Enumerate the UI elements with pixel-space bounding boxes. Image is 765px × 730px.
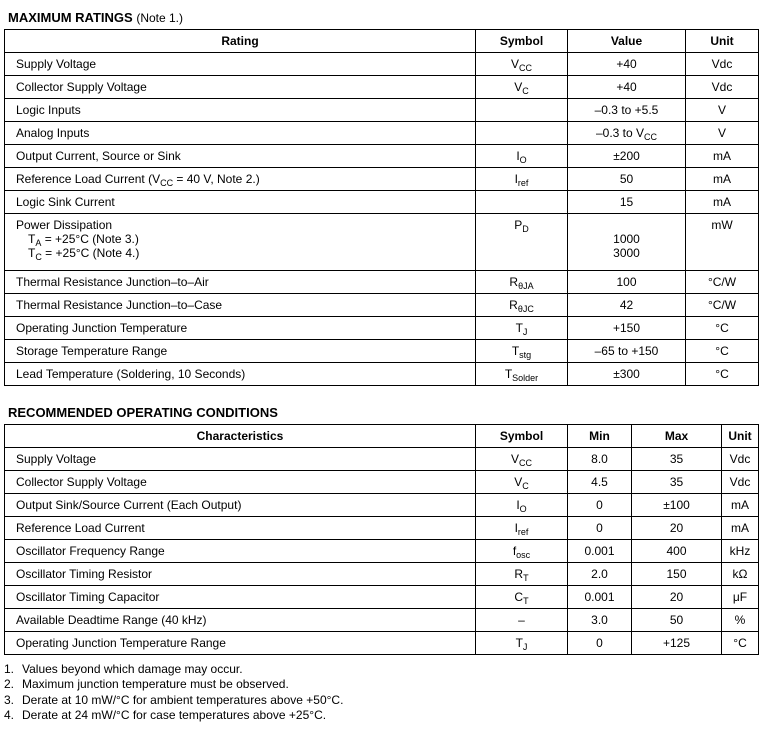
table-row [5, 214, 759, 271]
operating-conditions-title: RECOMMENDED OPERATING CONDITIONS [8, 405, 278, 420]
max-cell: 35 [632, 448, 722, 471]
min-cell: 0 [568, 517, 632, 540]
unit-cell: Vdc [722, 448, 759, 471]
header-value: Value [568, 30, 686, 53]
min-cell: 3.0 [568, 609, 632, 632]
value-cell: 42 [568, 294, 686, 317]
symbol-cell: $R_T$ [476, 563, 568, 586]
max-cell: 400 [632, 540, 722, 563]
min-cell: 0.001 [568, 540, 632, 563]
header-min: Min [568, 425, 632, 448]
power-dissipation-ambient: $T_A = +25^\circ C$ (Note 3.) [28, 232, 139, 248]
symbol-cell: $T_J$ [476, 317, 568, 340]
rating-cell: Storage Temperature Range [5, 340, 476, 363]
min-cell: 0 [568, 632, 632, 655]
symbol-cell: $T_J$ [476, 632, 568, 655]
unit-cell: °C [686, 317, 759, 340]
value-cell: ±200 [568, 145, 686, 168]
characteristic-cell: Output Sink/Source Current (Each Output) [5, 494, 476, 517]
value-cell: +150 [568, 317, 686, 340]
rating-cell: Collector Supply Voltage [5, 76, 476, 99]
characteristic-cell: Supply Voltage [5, 448, 476, 471]
characteristic-cell: Reference Load Current [5, 517, 476, 540]
table-row [5, 122, 759, 145]
table-row [5, 563, 759, 586]
header-unit: Unit [722, 425, 759, 448]
symbol-cell [476, 191, 568, 214]
footnote: 3. Derate at 10 mW/°C for ambient temperatures above +50°C. [4, 692, 344, 707]
max-ratings-title: MAXIMUM RATINGS (Note 1.) [8, 10, 184, 25]
unit-cell: mA [686, 168, 759, 191]
symbol-cell [476, 122, 568, 145]
value-cell: –65 to +150 [568, 340, 686, 363]
table-row [5, 271, 759, 294]
symbol-cell: $T_{Solder}$ [476, 363, 568, 386]
unit-cell: mA [722, 517, 759, 540]
min-cell: 2.0 [568, 563, 632, 586]
rating-cell: Reference Load Current ($V_{CC} = 40$ V, Note 2.) [5, 168, 476, 191]
characteristic-cell: Oscillator Frequency Range [5, 540, 476, 563]
max-ratings-note: (Note 1.) [136, 11, 184, 25]
max-cell: +125 [632, 632, 722, 655]
symbol-cell: $V_C$ [476, 76, 568, 99]
unit-cell: mA [722, 494, 759, 517]
value-cell [568, 214, 686, 271]
unit-cell: mA [686, 145, 759, 168]
max-cell: ±100 [632, 494, 722, 517]
unit-cell: °C [686, 340, 759, 363]
rating-cell: Logic Inputs [5, 99, 476, 122]
table-row [5, 340, 759, 363]
max-ratings-table [4, 29, 759, 386]
symbol-cell: $P_D$ [476, 214, 568, 271]
rating-cell: Output Current, Source or Sink [5, 145, 476, 168]
unit-cell: mA [686, 191, 759, 214]
symbol-cell: $R_{\theta JC}$ [476, 294, 568, 317]
header-characteristics: Characteristics [5, 425, 476, 448]
table-row [5, 191, 759, 214]
symbol-cell [476, 99, 568, 122]
rating-cell: Analog Inputs [5, 122, 476, 145]
rating-cell: Thermal Resistance Junction–to–Air [5, 271, 476, 294]
footnote: 2. Maximum junction temperature must be observed. [4, 677, 289, 692]
symbol-cell: $R_{\theta JA}$ [476, 271, 568, 294]
symbol-cell: $V_{CC}$ [476, 448, 568, 471]
table-row [5, 99, 759, 122]
table-row [5, 168, 759, 191]
rating-cell: Thermal Resistance Junction–to–Case [5, 294, 476, 317]
max-cell: 150 [632, 563, 722, 586]
max-cell: 35 [632, 471, 722, 494]
unit-cell: °C/W [686, 271, 759, 294]
unit-cell: °C [686, 363, 759, 386]
unit-cell: Vdc [722, 471, 759, 494]
symbol-cell: $I_O$ [476, 145, 568, 168]
operating-conditions-table [4, 424, 759, 655]
table-row [5, 540, 759, 563]
header-unit: Unit [686, 30, 759, 53]
max-cell: 20 [632, 517, 722, 540]
unit-cell: % [722, 609, 759, 632]
power-dissipation-case-value: 3000 [613, 246, 640, 260]
min-cell: 4.5 [568, 471, 632, 494]
characteristic-cell: Oscillator Timing Resistor [5, 563, 476, 586]
symbol-cell: $I_{ref}$ [476, 517, 568, 540]
rating-cell: Power Dissipation $T_A = +25^\circ C$ (Note 3.) $T_C = +25^\circ C$ (Note 4.) [5, 214, 476, 271]
table-row [5, 494, 759, 517]
value-cell: +40 [568, 76, 686, 99]
unit-cell: μF [722, 586, 759, 609]
table-row [5, 632, 759, 655]
value-cell: +40 [568, 53, 686, 76]
symbol-cell: $I_O$ [476, 494, 568, 517]
table-row [5, 317, 759, 340]
table-row [5, 586, 759, 609]
header-max: Max [632, 425, 722, 448]
rating-cell: Supply Voltage [5, 53, 476, 76]
min-cell: 0 [568, 494, 632, 517]
min-cell: 0.001 [568, 586, 632, 609]
max-cell: 50 [632, 609, 722, 632]
power-dissipation-ambient-value: 1000 [613, 232, 640, 246]
characteristic-cell: Available Deadtime Range (40 kHz) [5, 609, 476, 632]
table-row [5, 517, 759, 540]
symbol-cell: – [476, 609, 568, 632]
table-row [5, 76, 759, 99]
header-symbol: Symbol [476, 425, 568, 448]
value-cell: 15 [568, 191, 686, 214]
symbol-cell: $I_{ref}$ [476, 168, 568, 191]
table-row [5, 471, 759, 494]
table-row [5, 448, 759, 471]
table-row [5, 363, 759, 386]
value-cell: –0.3 to $V_{CC}$ [568, 122, 686, 145]
unit-cell: °C [722, 632, 759, 655]
unit-cell: Vdc [686, 53, 759, 76]
characteristic-cell: Oscillator Timing Capacitor [5, 586, 476, 609]
footnote: 4. Derate at 24 mW/°C for case temperatures above +25°C. [4, 708, 327, 723]
header-rating: Rating [5, 30, 476, 53]
symbol-cell: $T_{stg}$ [476, 340, 568, 363]
header-symbol: Symbol [476, 30, 568, 53]
rating-cell: Operating Junction Temperature [5, 317, 476, 340]
table-row [5, 609, 759, 632]
symbol-cell: $C_T$ [476, 586, 568, 609]
unit-cell: kΩ [722, 563, 759, 586]
value-cell: 100 [568, 271, 686, 294]
table-header-row [5, 425, 759, 448]
characteristic-cell: Operating Junction Temperature Range [5, 632, 476, 655]
symbol-cell: $V_{CC}$ [476, 53, 568, 76]
symbol-cell: $f_{osc}$ [476, 540, 568, 563]
unit-cell: Vdc [686, 76, 759, 99]
unit-cell: kHz [722, 540, 759, 563]
power-dissipation-case: $T_C = +25^\circ C$ (Note 4.) [28, 246, 140, 262]
min-cell: 8.0 [568, 448, 632, 471]
table-row [5, 53, 759, 76]
footnote: 1. Values beyond which damage may occur. [4, 662, 243, 676]
unit-cell: V [686, 99, 759, 122]
footnotes [4, 662, 343, 724]
unit-cell: V [686, 122, 759, 145]
value-cell: ±300 [568, 363, 686, 386]
value-cell: –0.3 to +5.5 [568, 99, 686, 122]
unit-cell: mW [686, 214, 759, 271]
table-header-row [5, 30, 759, 53]
rating-cell: Logic Sink Current [5, 191, 476, 214]
symbol-cell: $V_C$ [476, 471, 568, 494]
rating-cell: Lead Temperature (Soldering, 10 Seconds) [5, 363, 476, 386]
max-cell: 20 [632, 586, 722, 609]
value-cell: 50 [568, 168, 686, 191]
characteristic-cell: Collector Supply Voltage [5, 471, 476, 494]
table-row [5, 294, 759, 317]
unit-cell: °C/W [686, 294, 759, 317]
table-row [5, 145, 759, 168]
